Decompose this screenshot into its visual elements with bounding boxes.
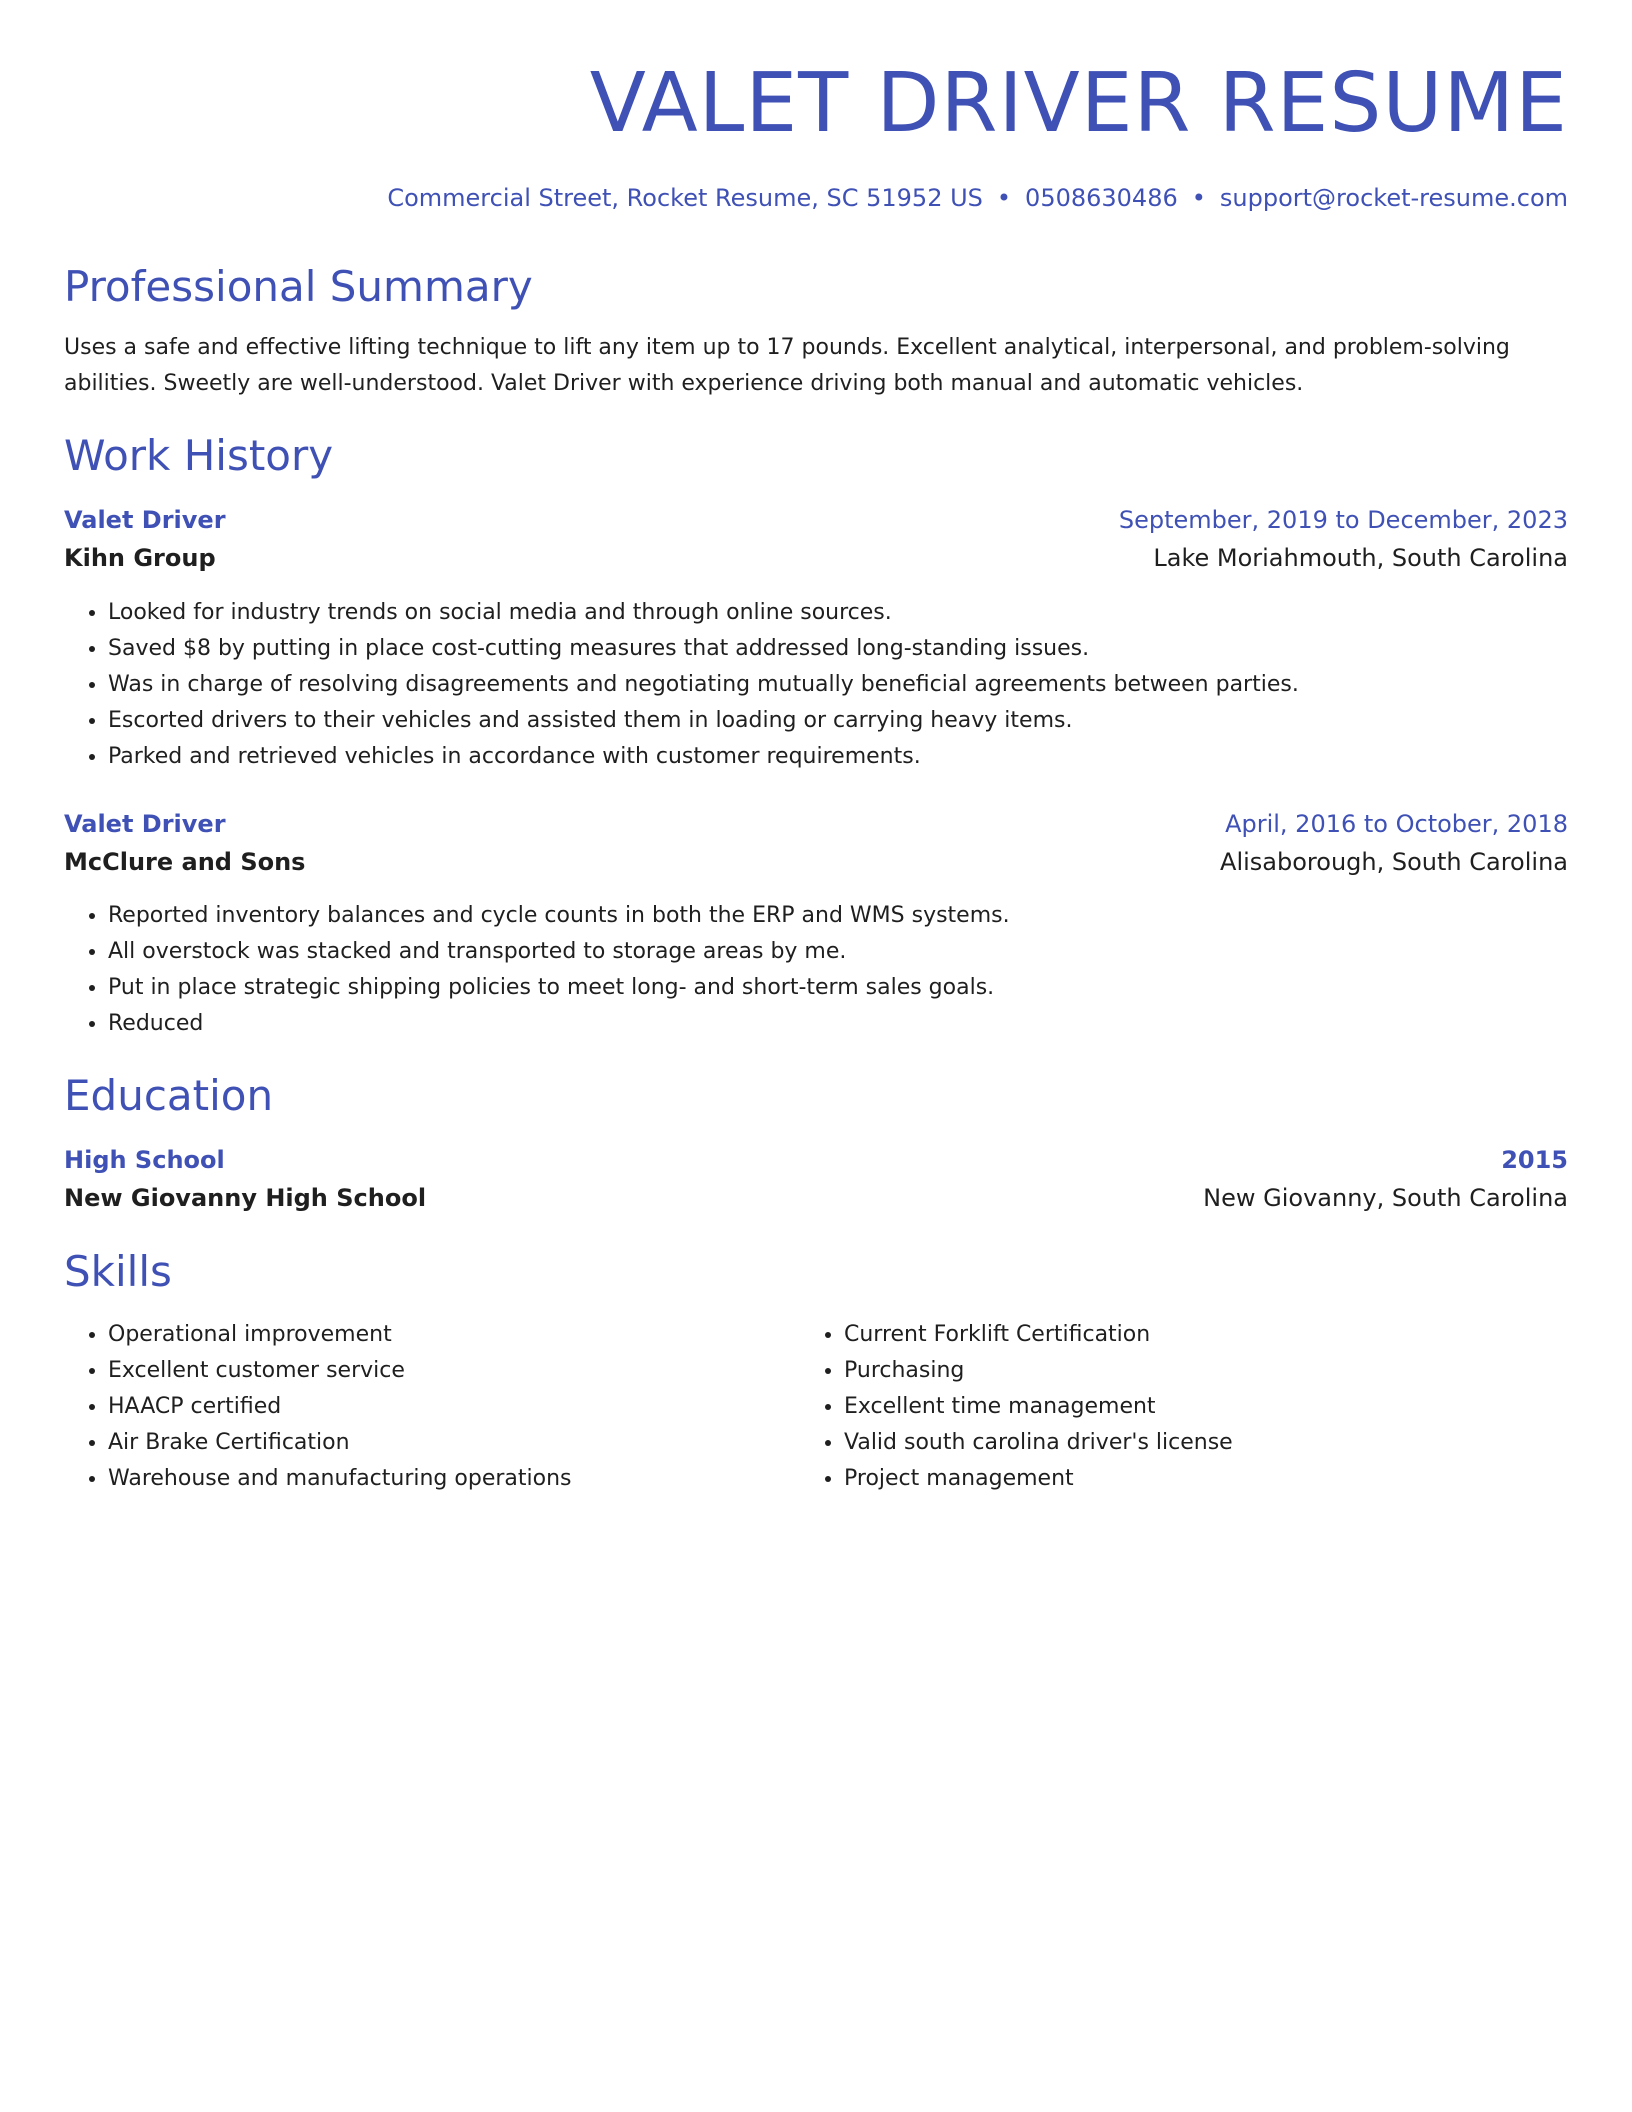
list-item: • Warehouse and manufacturing operations bbox=[108, 1461, 808, 1497]
contact-email: support@rocket-resume.com bbox=[1219, 184, 1568, 212]
job-1-company: Kihn Group bbox=[64, 544, 216, 572]
job-2-dates: April, 2016 to October, 2018 bbox=[1225, 810, 1568, 838]
list-item: • Current Forklift Certification bbox=[844, 1317, 1544, 1353]
skills-heading: Skills bbox=[64, 1247, 172, 1296]
list-item: • Project management bbox=[844, 1461, 1544, 1497]
job-1-header bbox=[64, 504, 1568, 536]
list-item: • Was in charge of resolving disagreements and negotiating mutually beneficial agreements between parties. bbox=[108, 667, 1299, 703]
education-heading: Education bbox=[64, 1071, 274, 1120]
list-item: • Excellent customer service bbox=[108, 1353, 808, 1389]
summary-text: Uses a safe and effective lifting technique to lift any item up to 17 pounds. Excellent analytical, interpersonal, and problem-solving abilities. Sweetly are well-understood. Valet Driver with experience driving both manual and automatic vehicles. bbox=[64, 335, 1510, 396]
job-2-header bbox=[64, 808, 1568, 840]
contact-separator: • bbox=[1191, 184, 1206, 212]
contact-address: Commercial Street, Rocket Resume, SC 51952 US bbox=[387, 184, 983, 212]
education-school: New Giovanny High School bbox=[64, 1184, 427, 1212]
education-school-row bbox=[64, 1182, 1568, 1214]
job-2-role: Valet Driver bbox=[64, 810, 226, 838]
job-2-location: Alisaborough, South Carolina bbox=[1220, 848, 1568, 876]
job-2-company: McClure and Sons bbox=[64, 848, 306, 876]
contact-line bbox=[387, 182, 1568, 214]
education-year: 2015 bbox=[1501, 1146, 1568, 1174]
list-item: • Saved $8 by putting in place cost-cutting measures that addressed long-standing issues. bbox=[108, 631, 1299, 667]
job-1-role: Valet Driver bbox=[64, 506, 226, 534]
education-degree: High School bbox=[64, 1146, 225, 1174]
list-item: • Reduced bbox=[108, 1006, 1010, 1042]
resume-title: VALET DRIVER RESUME bbox=[589, 56, 1568, 151]
job-1-location: Lake Moriahmouth, South Carolina bbox=[1153, 544, 1568, 572]
skills-list-left bbox=[64, 1317, 808, 1497]
contact-phone: 0508630486 bbox=[1025, 184, 1178, 212]
list-item: • All overstock was stacked and transported to storage areas by me. bbox=[108, 934, 1010, 970]
job-2-bullets bbox=[64, 898, 1010, 1042]
list-item: • Excellent time management bbox=[844, 1389, 1544, 1425]
list-item: • Operational improvement bbox=[108, 1317, 808, 1353]
list-item: • Air Brake Certification bbox=[108, 1425, 808, 1461]
skills-list-right bbox=[800, 1317, 1544, 1497]
list-item: • Parked and retrieved vehicles in accordance with customer requirements. bbox=[108, 739, 1299, 775]
job-1-company-row bbox=[64, 542, 1568, 574]
list-item: • Put in place strategic shipping policies to meet long- and short-term sales goals. bbox=[108, 970, 1010, 1006]
work-history-heading: Work History bbox=[64, 431, 334, 480]
list-item: • Valid south carolina driver's license bbox=[844, 1425, 1544, 1461]
list-item: • Reported inventory balances and cycle counts in both the ERP and WMS systems. bbox=[108, 898, 1010, 934]
education-header bbox=[64, 1144, 1568, 1176]
list-item: • HAACP certified bbox=[108, 1389, 808, 1425]
list-item: • Looked for industry trends on social media and through online sources. bbox=[108, 595, 1299, 631]
contact-separator: • bbox=[996, 184, 1012, 212]
job-1-bullets bbox=[64, 595, 1299, 775]
job-1-dates: September, 2019 to December, 2023 bbox=[1118, 506, 1568, 534]
education-location: New Giovanny, South Carolina bbox=[1203, 1184, 1568, 1212]
list-item: • Purchasing bbox=[844, 1353, 1544, 1389]
list-item: • Escorted drivers to their vehicles and assisted them in loading or carrying heavy items. bbox=[108, 703, 1299, 739]
job-2-company-row bbox=[64, 846, 1568, 878]
summary-heading: Professional Summary bbox=[64, 262, 533, 311]
